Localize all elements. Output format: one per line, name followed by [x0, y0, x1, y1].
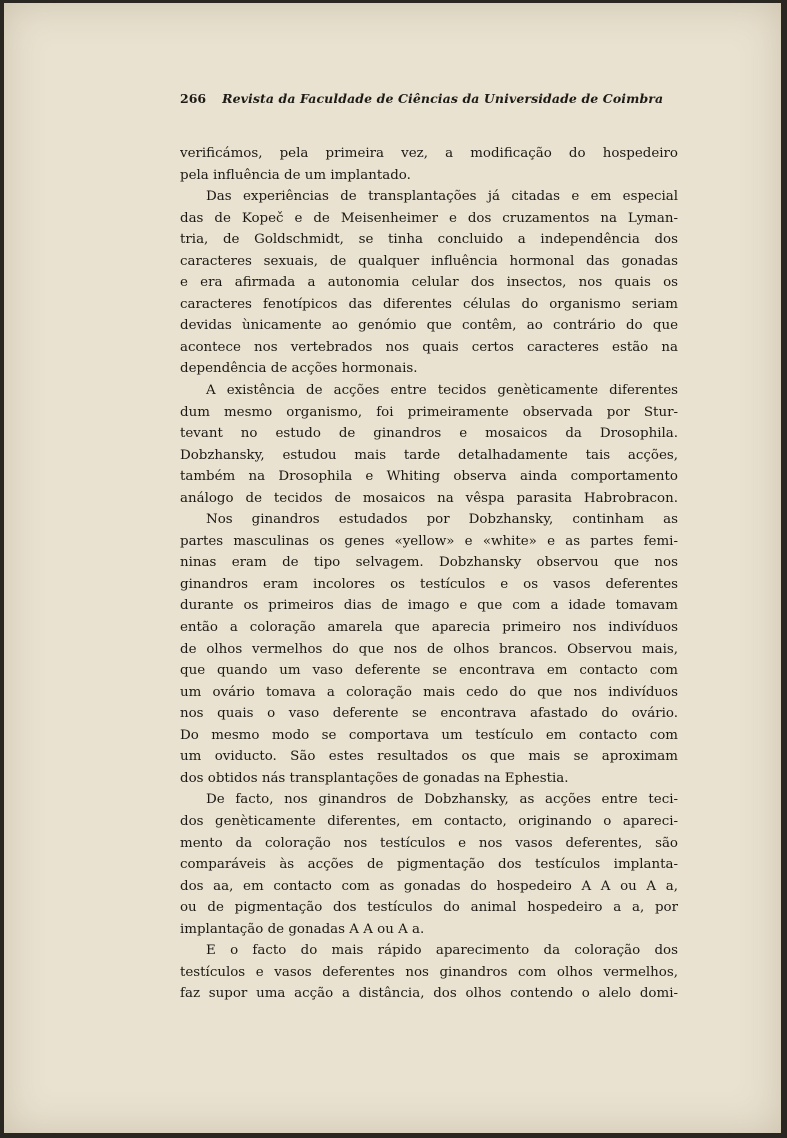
page-number: 266 [180, 91, 207, 106]
text-line: dos obtidos nás transplantações de gonadas na Ephestia. [180, 770, 569, 786]
text-line: das de Kopeč e de Meisenheimer e dos cruzamentos na Lyman- [180, 210, 678, 226]
text-line: também na Drosophila e Whiting observa ainda comportamento [180, 469, 678, 485]
text-line: durante os primeiros dias de imago e que com a idade tomavam [180, 598, 678, 614]
text-line: A existência de acções entre tecidos genèticamente diferentes [206, 383, 678, 399]
text-line: análogo de tecidos de mosaicos na vêspa parasita Habrobracon. [180, 490, 678, 506]
text-line: Nos ginandros estudados por Dobzhansky, continham as [206, 512, 678, 528]
text-line: De facto, nos ginandros de Dobzhansky, as acções entre teci- [206, 792, 678, 808]
text-line: dum mesmo organismo, foi primeiramente observada por Stur- [180, 404, 678, 420]
text-line: ninas eram de tipo selvagem. Dobzhansky observou que nos [180, 555, 678, 571]
text-line: um ovário tomava a coloração mais cedo do que nos indivíduos [180, 684, 678, 700]
text-line: tevant no estudo de ginandros e mosaicos da Drosophila. [180, 426, 678, 442]
text-line: Do mesmo modo se comportava um testículo em contacto com [180, 727, 678, 743]
text-line: nos quais o vaso deferente se encontrava afastado do ovário. [180, 706, 678, 722]
text-line: implantação de gonadas A A ou A a. [180, 921, 425, 937]
text-line: um oviducto. São estes resultados os que mais se aproximam [180, 749, 678, 765]
text-line: caracteres sexuais, de qualquer influência hormonal das gonadas [180, 253, 678, 269]
text-line: tria, de Goldschmidt, se tinha concluido a independência dos [180, 232, 678, 248]
text-line: dependência de acções hormonais. [180, 361, 418, 377]
text-line: ou de pigmentação dos testículos do animal hospedeiro a a, por [180, 900, 678, 916]
text-line: acontece nos vertebrados nos quais certos caracteres estão na [180, 339, 678, 355]
text-line: comparáveis às acções de pigmentação dos testículos implanta- [180, 857, 678, 873]
text-line: ginandros eram incolores os testículos e os vasos deferentes [180, 576, 678, 592]
text-line: então a coloração amarela que aparecia primeiro nos indivíduos [180, 620, 678, 636]
text-line: partes masculinas os genes «yellow» e «white» e as partes femi- [180, 533, 678, 549]
scanned-page [4, 3, 781, 1133]
text-line: pela influência de um implantado. [180, 167, 411, 183]
body-text [180, 143, 678, 1005]
text-line: de olhos vermelhos do que nos de olhos brancos. Observou mais, [180, 641, 678, 657]
running-head [180, 91, 664, 106]
text-line: e era afirmada a autonomia celular dos insectos, nos quais os [180, 275, 678, 291]
journal-title: Revista da Faculdade de Ciências da Universidade de Coimbra [222, 91, 664, 106]
text-line: Das experiências de transplantações já citadas e em especial [206, 189, 678, 205]
text-line: mento da coloração nos testículos e nos vasos deferentes, são [180, 835, 678, 851]
text-line: dos genèticamente diferentes, em contacto, originando o apareci- [180, 813, 678, 829]
text-line: caracteres fenotípicos das diferentes células do organismo seriam [180, 296, 678, 312]
text-line: E o facto do mais rápido aparecimento da coloração dos [206, 943, 678, 959]
text-line: testículos e vasos deferentes nos ginandros com olhos vermelhos, [180, 964, 678, 980]
text-line: Dobzhansky, estudou mais tarde detalhadamente tais acções, [180, 447, 678, 463]
text-line: verificámos, pela primeira vez, a modificação do hospedeiro [180, 146, 678, 161]
text-line: dos aa, em contacto com as gonadas do hospedeiro A A ou A a, [180, 878, 678, 894]
text-line: faz supor uma acção a distância, dos olhos contendo o alelo domi- [180, 986, 678, 1002]
text-line: devidas ùnicamente ao genómio que contêm, ao contrário do que [180, 318, 678, 334]
text-line: que quando um vaso deferente se encontrava em contacto com [180, 663, 678, 679]
